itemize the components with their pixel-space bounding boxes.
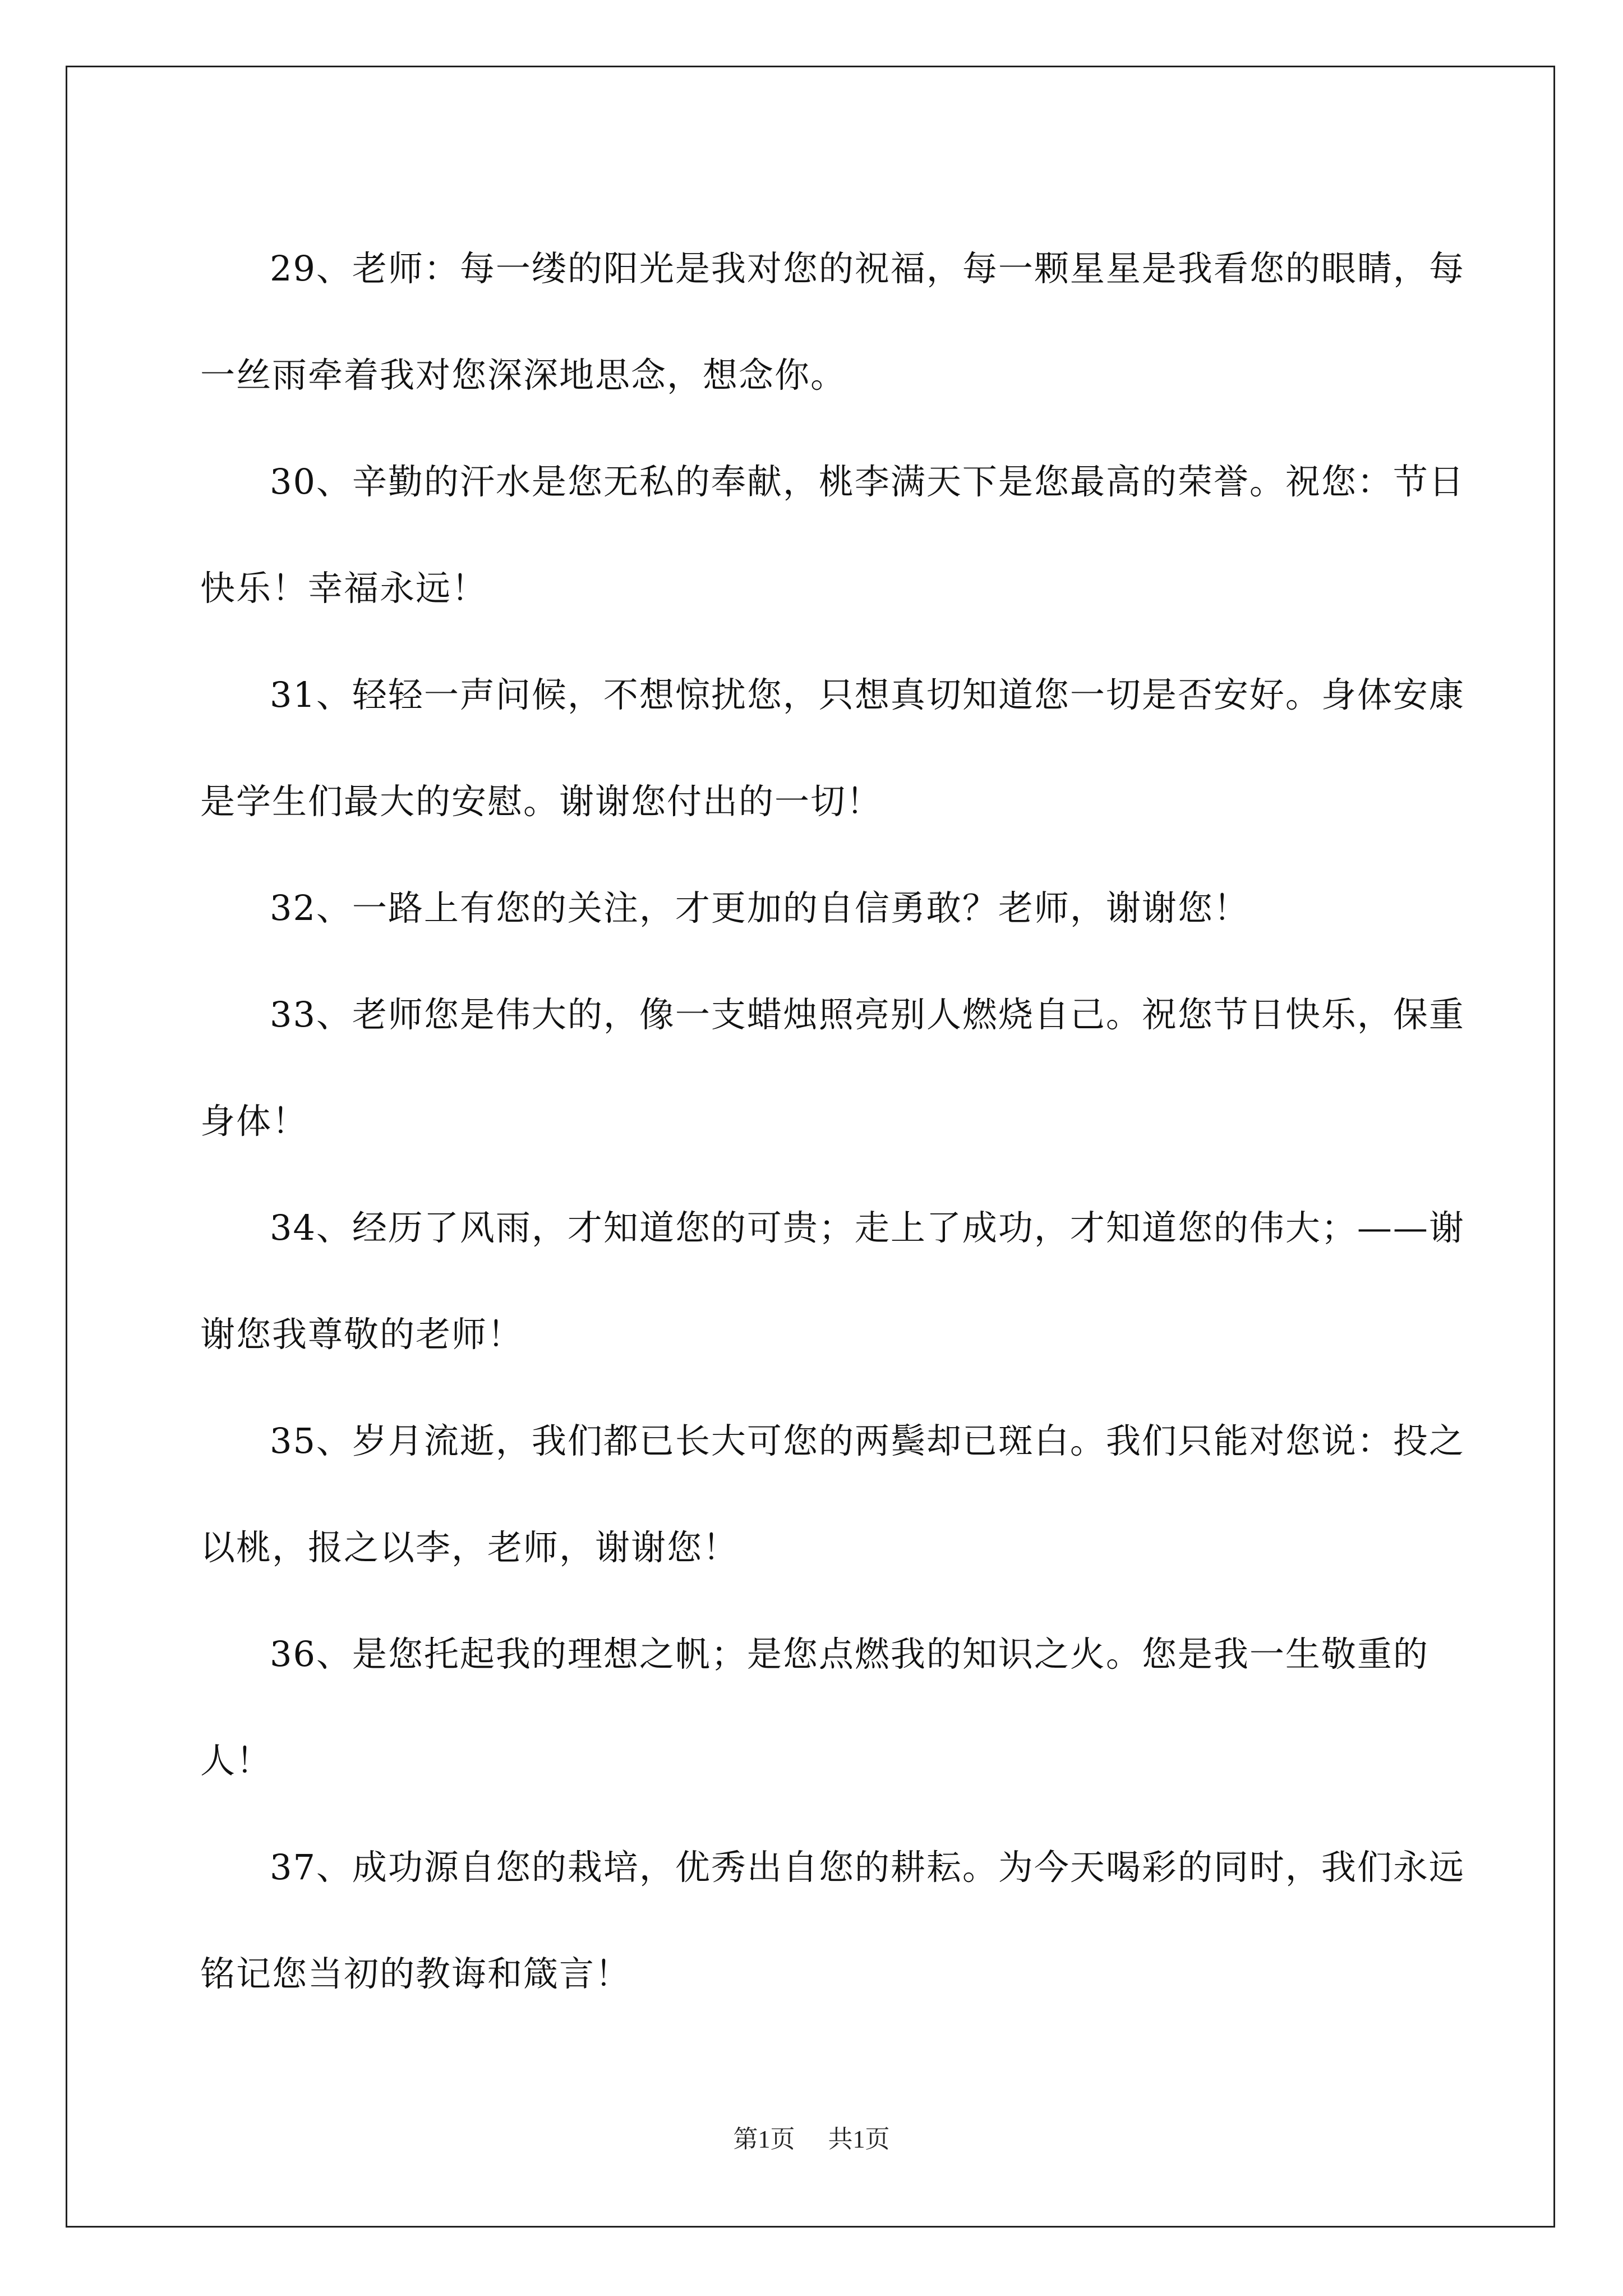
page-footer [0,2119,1623,2155]
paragraph-32: 32、一路上有您的关注，才更加的自信勇敢？老师，谢谢您！ [270,887,1249,928]
paragraph-37: 37、成功源自您的栽培，优秀出自您的耕耘。为今天喝彩的同时，我们永远铭记您当初的教诲和箴言！ [200,1847,1465,1994]
document-body [200,215,1473,2027]
paragraph-29: 29、老师：每一缕的阳光是我对您的祝福，每一颗星星是我看您的眼睛，每一丝雨牵着我对您深深地思念，想念你。 [200,248,1465,395]
paragraph-31: 31、轻轻一声问候，不想惊扰您，只想真切知道您一切是否安好。身体安康是学生们最大的安慰。谢谢您付出的一切！ [200,674,1465,822]
paragraph-34: 34、经历了风雨，才知道您的可贵；走上了成功，才知道您的伟大；——谢谢您我尊敬的老师！ [200,1207,1465,1355]
paragraph-33: 33、老师您是伟大的，像一支蜡烛照亮别人燃烧自己。祝您节日快乐，保重身体！ [200,994,1465,1142]
page-number: 第1页 [733,2125,795,2153]
page-total: 共1页 [828,2125,890,2153]
paragraph-36: 36、是您托起我的理想之帆；是您点燃我的知识之火。您是我一生敬重的人！ [200,1634,1429,1781]
paragraph-30: 30、辛勤的汗水是您无私的奉献，桃李满天下是您最高的荣誉。祝您：节日快乐！幸福永远！ [200,461,1465,609]
paragraph-35: 35、岁月流逝，我们都已长大可您的两鬓却已斑白。我们只能对您说：投之以桃，报之以李，老师，谢谢您！ [200,1420,1465,1568]
